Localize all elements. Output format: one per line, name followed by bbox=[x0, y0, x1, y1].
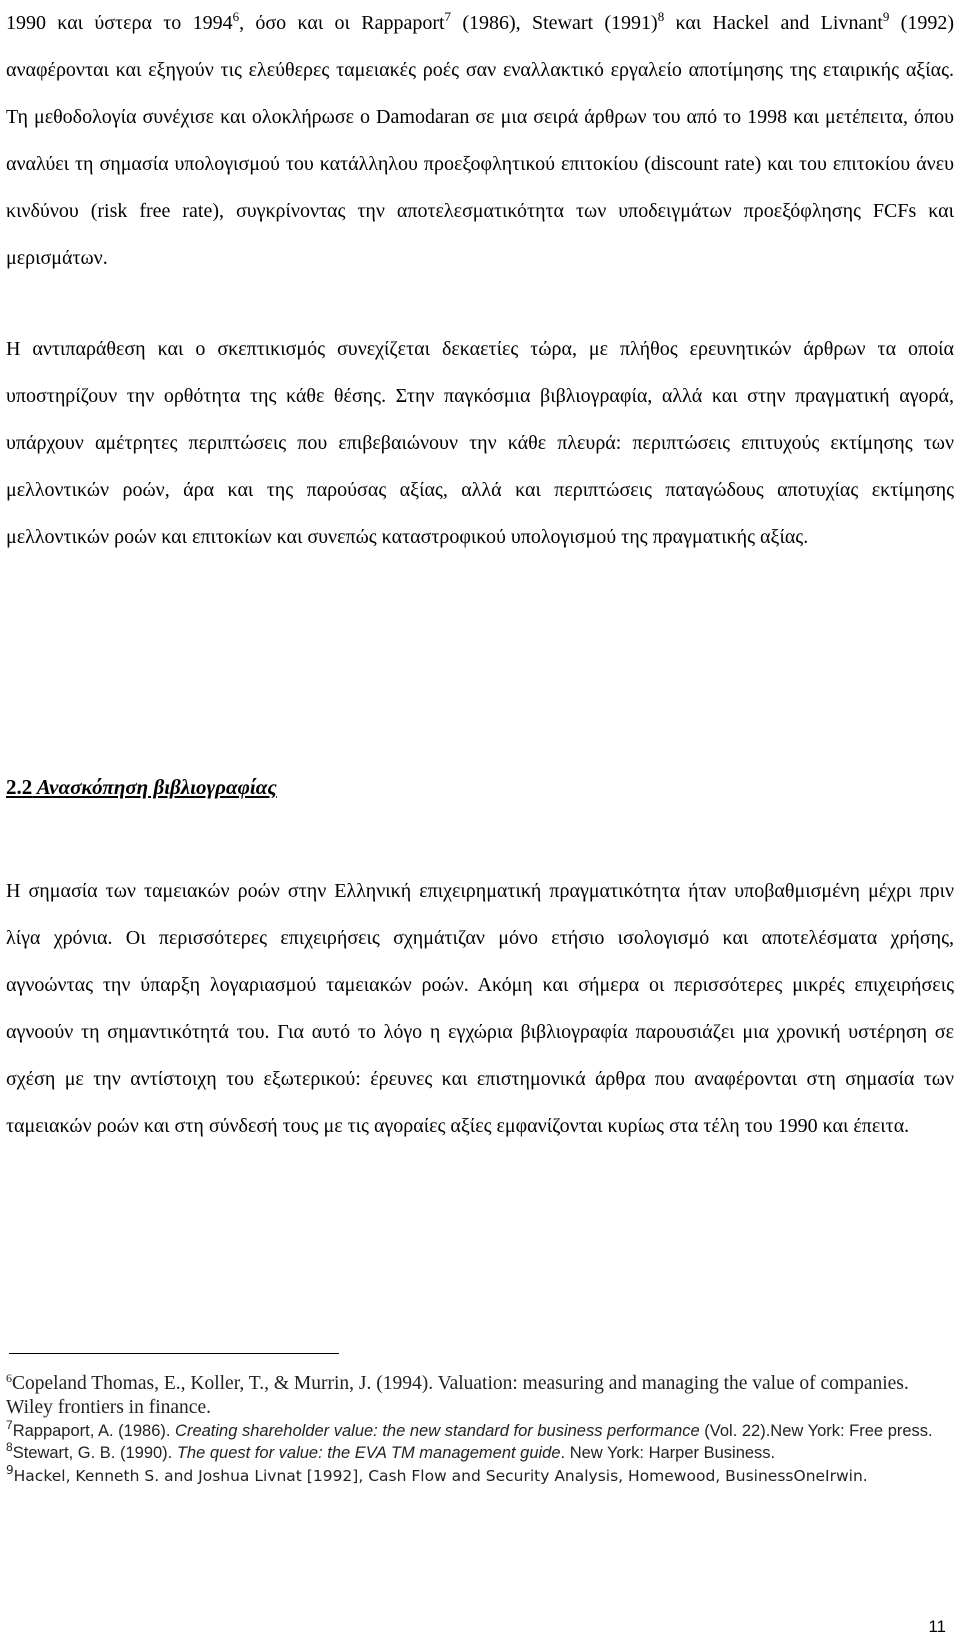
section-heading bbox=[6, 775, 277, 800]
footnote-7-author: Rappaport, A. (1986). bbox=[12, 1422, 176, 1440]
footnote-9 bbox=[6, 1465, 954, 1488]
footnote-number-6: 6 bbox=[6, 1371, 12, 1385]
paragraph-controversy: Η αντιπαράθεση και ο σκεπτικισμός συνεχίζεται δεκαετίες τώρα, με πλήθος ερευνητικών άρθρων τα οποία υποστηρίζουν την ορθότητα της κάθε θέσης. Στην παγκόσμια βιβλιογραφία, αλλά και στην πραγματική αγορά, υπάρχουν αμέτρητες περιπτώσεις που επιβεβαιώνουν την κάθε πλευρά: περιπτώσεις επιτυχούς εκτίμησης των μελλοντικών ροών, άρα και της παρούσας αξίας, αλλά και περιπτώσεις παταγώδους αποτυχίας εκτίμησης μελλοντικών ροών και επιτοκίων και συνεπώς καταστροφικού υπολογισμού της πραγματικής αξίας. bbox=[6, 338, 954, 548]
paragraph-greek-literature: Η σημασία των ταμειακών ροών στην Ελληνική επιχειρηματική πραγματικότητα ήταν υποβαθμισμένη μέχρι πριν λίγα χρόνια. Οι περισσότερες επιχειρήσεις σχημάτιζαν μόνο ετήσιο ισολογισμό και αποτελέσματα χρήσης, αγνοώντας την ύπαρξη λογαριασμού ταμειακών ροών. Ακόμη και σήμερα οι περισσότερες μικρές επιχειρήσεις αγνοούν τη σημαντικότητά του. Για αυτό το λόγο η εγχώρια βιβλιογραφία παρουσιάζει μια χρονική υστέρηση σε σχέση με την αντίστοιχη του εξωτερικού: έρευνες και επιστημονικά άρθρα που αναφέρονται στη σημασία των ταμειακών ροών και στη σύνδεσή τους με τις αγοραίες αξίες εμφανίζονται κυρίως στα τέλη του 1990 και έπειτα. bbox=[6, 880, 954, 1137]
page-number: 11 bbox=[928, 1617, 946, 1636]
footnote-ref-6[interactable]: 6 bbox=[232, 9, 240, 24]
para1-text-4: και Hackel and Livnant bbox=[664, 12, 883, 34]
section-number: 2.2 bbox=[6, 775, 33, 799]
section-title: Ανασκόπηση βιβλιογραφίας bbox=[32, 775, 277, 799]
para1-text-5: (1992) αναφέρονται και εξηγούν τις ελεύθερες ταμειακές ροές σαν εναλλακτικό εργαλείο αποτίμησης της εταιρικής αξίας. Τη μεθοδολογία συνέχισε και ολοκλήρωσε ο Damodaran σε μια σειρά άρθρων του από το 1998 και μετέπειτα, όπου αναλύει τη σημασία υπολογισμού του κατάλληλου προεξοφλητικού επιτοκίου (discount rate) και του επιτοκίου άνευ κινδύνου (risk free rate), συγκρίνοντας την αποτελεσματικότητα των υποδειγμάτων προεξόφλησης FCFs και μερισμάτων. bbox=[6, 12, 954, 269]
footnote-number-9: 9 bbox=[6, 1463, 14, 1477]
footnote-6 bbox=[6, 1372, 954, 1420]
footnote-ref-8[interactable]: 8 bbox=[657, 9, 665, 24]
footnote-separator bbox=[9, 1353, 339, 1354]
footnote-7-publisher: (Vol. 22).New York: Free press. bbox=[699, 1422, 933, 1440]
paragraph-literature-intro bbox=[6, 0, 954, 282]
footnote-6-text: Copeland Thomas, E., Koller, T., & Murrin, J. (1994). Valuation: measuring and managing the value of companies. Wiley frontiers in finance. bbox=[6, 1373, 909, 1418]
footnote-ref-9[interactable]: 9 bbox=[882, 9, 890, 24]
footnotes-section bbox=[6, 1372, 954, 1489]
para1-text-1: 1990 και ύστερα το 1994 bbox=[6, 12, 233, 34]
footnote-8-author: Stewart, G. B. (1990). bbox=[12, 1444, 177, 1462]
footnote-ref-7[interactable]: 7 bbox=[444, 9, 452, 24]
footnote-7-title: Creating shareholder value: the new standard for business performance bbox=[175, 1422, 700, 1440]
footnote-number-8: 8 bbox=[6, 1440, 13, 1454]
footnote-7 bbox=[6, 1418, 954, 1442]
footnote-8 bbox=[6, 1440, 954, 1464]
para1-text-2: , όσο και οι Rappaport bbox=[239, 12, 445, 34]
footnote-8-title: The quest for value: the EVA TM management guide bbox=[176, 1444, 561, 1462]
footnote-8-publisher: . New York: Harper Business. bbox=[560, 1444, 776, 1462]
footnote-number-7: 7 bbox=[6, 1418, 13, 1432]
para1-text-3: (1986), Stewart (1991) bbox=[451, 12, 658, 34]
footnote-9-text: Hackel, Kenneth S. and Joshua Livnat [1992], Cash Flow and Security Analysis, Homewood, BusinessOneIrwin. bbox=[13, 1467, 868, 1485]
